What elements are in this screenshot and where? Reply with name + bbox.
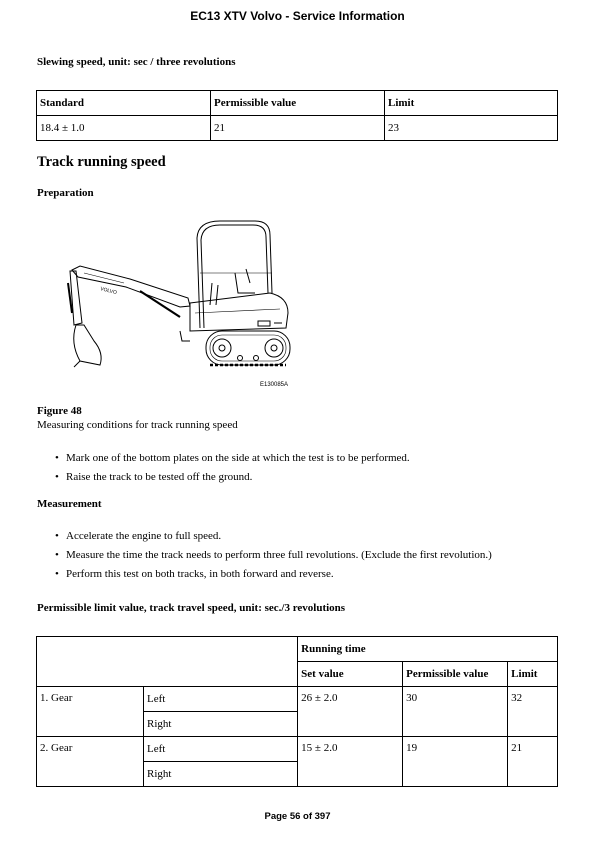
slewing-header-standard: Standard <box>37 91 211 116</box>
list-item <box>36 470 410 489</box>
list-item <box>36 451 410 470</box>
col-header-set-value: Set value <box>298 662 403 687</box>
preparation-list <box>36 451 410 489</box>
side-cell: Left <box>144 687 298 712</box>
limit-cell: 32 <box>508 687 558 737</box>
table-row <box>37 687 558 712</box>
measurement-heading: Measurement <box>37 498 102 510</box>
gear-cell: 2. Gear <box>37 737 144 787</box>
figure-caption: Measuring conditions for track running speed <box>37 419 238 431</box>
figure-code: E130085A <box>260 382 289 388</box>
bullet-icon: • <box>55 471 59 483</box>
limit-cell: 21 <box>508 737 558 787</box>
list-item-text: Perform this test on both tracks, in both forward and reverse. <box>66 568 334 580</box>
set-value-cell: 26 ± 2.0 <box>298 687 403 737</box>
bullet-icon: • <box>55 452 59 464</box>
bullet-icon: • <box>55 530 59 542</box>
slewing-header-permissible: Permissible value <box>211 91 385 116</box>
permissible-cell: 19 <box>403 737 508 787</box>
measurement-list <box>36 529 492 586</box>
slewing-value-permissible: 21 <box>211 116 385 141</box>
slewing-table <box>36 90 558 141</box>
page-header: EC13 XTV Volvo - Service Information <box>190 9 405 23</box>
boom-brand-text: VOLVO <box>99 286 118 297</box>
page-footer: Page 56 of 397 <box>264 811 331 822</box>
bullet-icon: • <box>55 568 59 580</box>
empty-corner-cell <box>37 637 298 687</box>
limit-table-heading: Permissible limit value, track travel speed, unit: sec./3 revolutions <box>37 602 346 614</box>
list-item-text: Measure the time the track needs to perform three full revolutions. (Exclude the first revolution.) <box>66 549 492 561</box>
slewing-header-limit: Limit <box>385 91 558 116</box>
list-item-text: Mark one of the bottom plates on the side at which the test is to be performed. <box>66 452 410 464</box>
list-item <box>36 567 492 586</box>
col-header-limit: Limit <box>508 662 558 687</box>
list-item-text: Accelerate the engine to full speed. <box>66 530 222 542</box>
limit-table <box>36 636 558 787</box>
set-value-cell: 15 ± 2.0 <box>298 737 403 787</box>
permissible-cell: 30 <box>403 687 508 737</box>
table-row <box>37 737 558 762</box>
side-cell: Left <box>144 737 298 762</box>
group-header-running-time: Running time <box>298 637 558 662</box>
bullet-icon: • <box>55 549 59 561</box>
section-title: Track running speed <box>37 154 166 170</box>
side-cell: Right <box>144 712 298 737</box>
excavator-figure <box>60 213 300 393</box>
slewing-heading: Slewing speed, unit: sec / three revolutions <box>37 56 236 68</box>
preparation-heading: Preparation <box>37 187 94 199</box>
gear-cell: 1. Gear <box>37 687 144 737</box>
list-item <box>36 529 492 548</box>
col-header-permissible: Permissible value <box>403 662 508 687</box>
list-item-text: Raise the track to be tested off the ground. <box>66 471 253 483</box>
figure-label: Figure 48 <box>37 405 82 417</box>
side-cell: Right <box>144 762 298 787</box>
slewing-value-standard: 18.4 ± 1.0 <box>37 116 211 141</box>
list-item <box>36 548 492 567</box>
slewing-value-limit: 23 <box>385 116 558 141</box>
